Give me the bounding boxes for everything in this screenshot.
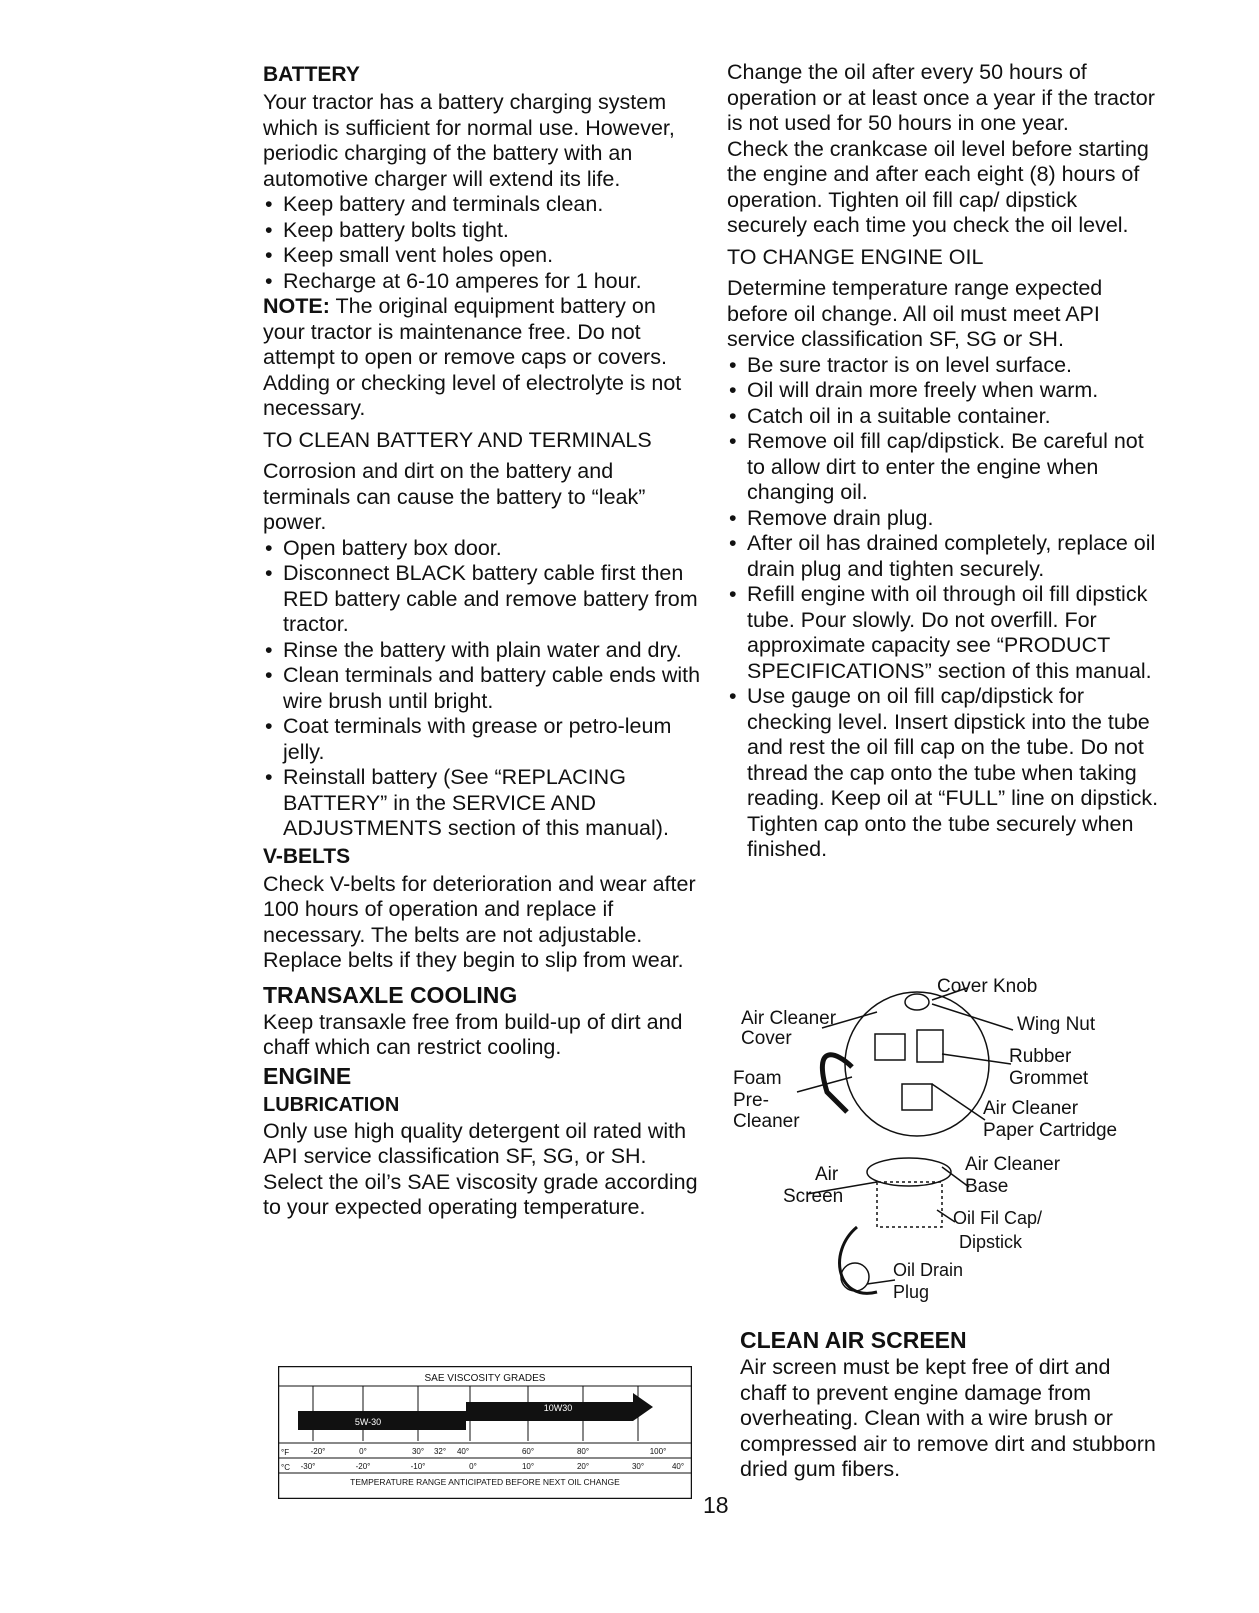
paper-cartridge-part [902, 1084, 932, 1110]
list-item: • Disconnect BLACK battery cable first then RED battery cable and remove battery from tractor. [263, 561, 703, 638]
air-cleaner-cover-label-2: Cover [741, 1028, 792, 1049]
battery-intro: Your tractor has a battery charging system which is sufficient for normal use. However, periodic charging of the battery with an automotive charger will extend its life. [263, 90, 675, 191]
chart-caption: TEMPERATURE RANGE ANTICIPATED BEFORE NEXT OIL CHANGE [350, 1477, 620, 1487]
transaxle-text: Keep transaxle free from build-up of dirt and chaff which can restrict cooling. [263, 1009, 683, 1059]
battery-heading: BATTERY [263, 63, 360, 86]
list-item: • Open battery box door. [263, 536, 703, 562]
c-tick-label: 20° [576, 1462, 590, 1471]
chart-title: SAE VISCOSITY GRADES [424, 1373, 546, 1384]
lubrication-text: Only use high quality detergent oil rated with API service classification SF, SG, or SH. Select the oil’s SAE viscosity grade according to your expected operating temperature. [263, 1118, 698, 1219]
page-number: 18 [703, 1492, 729, 1518]
clean-air-screen-section [740, 1325, 1160, 1483]
oil-change-p2: Check the crankcase oil level before starting the engine and after each eight (8) hours of operation. Tighten oil fill cap/ dipstick securely each time you check the oil level. [727, 136, 1149, 237]
list-item: • Rinse the battery with plain water and dry. [263, 638, 703, 664]
grommet-part [917, 1030, 943, 1062]
c-tick-label: 10° [521, 1462, 535, 1471]
cartridge-part [875, 1034, 905, 1060]
viscosity-bar [298, 1393, 653, 1430]
c-tick-label: 0° [469, 1462, 477, 1471]
transaxle-heading: TRANSAXLE COOLING [263, 981, 518, 1008]
air-screen-label-1: Air [815, 1164, 839, 1185]
air-cleaner-diagram [727, 972, 1147, 1312]
wing-nut-label: Wing Nut [1017, 1014, 1096, 1035]
list-item: • Refill engine with oil through oil fill dipstick tube. Pour slowly. Do not overfill. For approximate capacity see “PRODUCT SPECIFICATIONS” section of this manual. [727, 582, 1162, 684]
change-oil-intro: Determine temperature range expected before oil change. All oil must meet API service classification SF, SG or SH. [727, 276, 1103, 351]
battery-note [263, 294, 703, 422]
list-item: • Be sure tractor is on level surface. [727, 353, 1162, 379]
list-item: • Remove oil fill cap/dipstick. Be careful not to allow dirt to enter the engine when changing oil. [727, 429, 1162, 506]
rubber-grommet-label-1: Rubber [1009, 1046, 1072, 1067]
change-oil-heading: TO CHANGE ENGINE OIL [727, 244, 984, 269]
air-screen-label-2: Screen [783, 1186, 844, 1207]
foam-label-1: Foam [733, 1068, 782, 1089]
viscosity-chart [278, 1366, 692, 1499]
list-item: • Keep battery and terminals clean. [263, 192, 703, 218]
air-cleaner-cover-label-1: Air Cleaner [741, 1008, 837, 1029]
f-tick-label: -20° [310, 1447, 326, 1456]
list-item: • After oil has drained completely, replace oil drain plug and tighten securely. [727, 531, 1162, 582]
list-item: • Catch oil in a suitable container. [727, 404, 1162, 430]
foam-label-3: Cleaner [733, 1111, 800, 1132]
clean-battery-intro: Corrosion and dirt on the battery and terminals can cause the battery to “leak” power. [263, 459, 646, 534]
c-unit: °C [281, 1463, 290, 1472]
c-tick-label: 30° [631, 1462, 645, 1471]
vbelts-heading: V-BELTS [263, 844, 351, 868]
f-tick-label: 40° [456, 1447, 470, 1456]
note-text: The original equipment battery on your tractor is maintenance free. Do not attempt to open or remove caps or covers. Adding or checking level of electrolyte is not necessary. [263, 294, 682, 420]
list-item: • Use gauge on oil fill cap/dipstick for checking level. Insert dipstick into the tube and rest the oil fill cap on the tube. Do not thread the cap onto the tube when taking reading. Keep oil at “FULL” line on dipstick. Tighten cap onto the tube securely when finished. [727, 684, 1162, 863]
clean-air-screen-text: Air screen must be kept free of dirt and chaff to prevent engine damage from overheating. Clean with a wire brush or compressed air to remove dirt and stubborn dried gum fibers. [740, 1355, 1156, 1481]
drain-plug-part [841, 1263, 869, 1291]
note-label: NOTE: [263, 294, 330, 318]
f-tick-label: 30° [411, 1447, 425, 1456]
oil-drain-label-1: Oil Drain [893, 1260, 964, 1280]
f-tick-label: 32° [433, 1447, 447, 1456]
c-tick-label: -20° [355, 1462, 371, 1471]
oil-change-p1: Change the oil after every 50 hours of operation or at least once a year if the tractor is not used for 50 hours in one year. [727, 60, 1155, 135]
list-item: • Oil will drain more freely when warm. [727, 378, 1162, 404]
f-tick-label: 100° [649, 1447, 667, 1456]
right-column [727, 60, 1162, 863]
clean-battery-heading: TO CLEAN BATTERY AND TERMINALS [263, 427, 652, 452]
left-column [263, 60, 703, 1221]
f-tick-label: 80° [576, 1447, 590, 1456]
c-tick-label: -10° [410, 1462, 426, 1471]
oil-fill-label-2: Dipstick [959, 1232, 1023, 1252]
engine-body [877, 1182, 942, 1227]
clean-battery-bullets [263, 536, 703, 842]
list-item: • Clean terminals and battery cable ends with wire brush until bright. [263, 663, 703, 714]
air-cleaner-base-label-2: Base [965, 1176, 1009, 1197]
c-tick-label: -30° [300, 1462, 316, 1471]
c-tick-label: 40° [671, 1462, 685, 1471]
change-oil-bullets [727, 353, 1162, 863]
f-tick-label: 60° [521, 1447, 535, 1456]
list-item: • Remove drain plug. [727, 506, 1162, 532]
cover-knob-label: Cover Knob [937, 976, 1038, 997]
oil-fill-label-1: Oil Fil Cap/ [953, 1208, 1043, 1228]
list-item: • Reinstall battery (See “REPLACING BATTERY” in the SERVICE AND ADJUSTMENTS section of this manual). [263, 765, 703, 842]
oil-drain-label-2: Plug [893, 1282, 930, 1302]
f-tick-label: 0° [359, 1447, 367, 1456]
lubrication-heading: LUBRICATION [263, 1093, 400, 1116]
list-item: • Coat terminals with grease or petro-leum jelly. [263, 714, 703, 765]
list-item: • Keep battery bolts tight. [263, 218, 703, 244]
bar-high-label: 10W30 [543, 1403, 573, 1413]
engine-heading: ENGINE [263, 1062, 352, 1089]
bar-low-label: 5W-30 [354, 1417, 382, 1427]
f-unit: °F [281, 1448, 290, 1457]
rubber-grommet-label-2: Grommet [1009, 1068, 1089, 1089]
vbelts-text: Check V-belts for deterioration and wear after 100 hours of operation and replace if necessary. The belts are not adjustable. Replace belts if they begin to slip from wear. [263, 871, 696, 972]
clean-air-screen-heading: CLEAN AIR SCREEN [740, 1327, 967, 1353]
paper-cartridge-label-2: Paper Cartridge [983, 1120, 1118, 1141]
foam-label-2: Pre- [733, 1090, 769, 1111]
detail-circle [845, 992, 989, 1136]
air-cleaner-base-label-1: Air Cleaner [965, 1154, 1061, 1175]
paper-cartridge-label-1: Air Cleaner [983, 1098, 1079, 1119]
list-item: • Keep small vent holes open. [263, 243, 703, 269]
battery-bullets [263, 192, 703, 294]
list-item: • Recharge at 6-10 amperes for 1 hour. [263, 269, 703, 295]
cover-knob-part [905, 994, 929, 1010]
